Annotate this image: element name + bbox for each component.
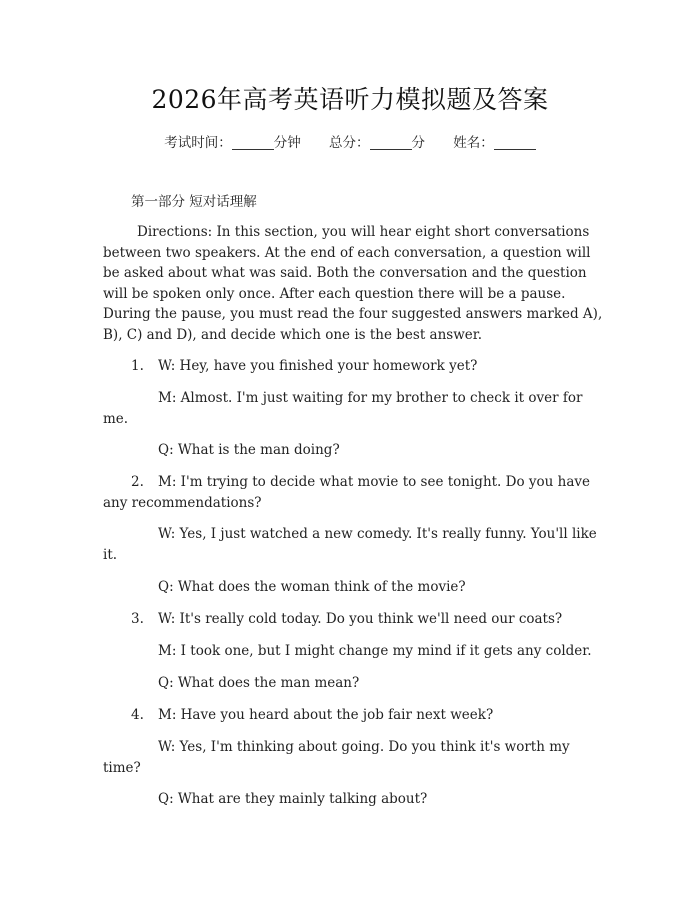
item-3-question: Q: What does the man mean? (158, 675, 360, 691)
item-4-second-speaker: W: Yes, I'm thinking about going. Do you think it's worth my time? (103, 739, 570, 776)
item-2-second-speaker: W: Yes, I just watched a new comedy. It's really funny. You'll like it. (103, 526, 597, 563)
item-2-number: 2. (131, 474, 144, 490)
section-title: 第一部分 短对话理解 (131, 194, 257, 210)
exam-name (453, 135, 536, 151)
document-title: 2026年高考英语听力模拟题及答案 (151, 85, 549, 114)
exam-time (164, 135, 301, 151)
directions-paragraph: Directions: In this section, you will hear eight short conversations between two speakers. At the end of each conversation, a question will be asked about what was said. Both the conversation and the question will be spoken only once. After each question there will be a pause. During the pause, you must read the four suggested answers marked A), B), C) and D), and decide which one is the best answer. (103, 224, 603, 343)
item-3-line (131, 609, 563, 630)
item-1-question: Q: What is the man doing? (158, 442, 340, 458)
item-number: 3. (131, 611, 144, 627)
item-2-question: Q: What does the woman think of the movie? (158, 579, 466, 595)
exam-time-label: 考试时间： (164, 135, 232, 151)
item-4-first-speaker: M: Have you heard about the job fair next week? (158, 707, 494, 723)
item-number: 4. (131, 707, 144, 723)
item-number: 1. (131, 358, 144, 374)
item-1-second-speaker: M: Almost. I'm just waiting for my brother to check it over for me. (103, 390, 583, 427)
item-2-first-speaker: M: I'm trying to decide what movie to see tonight. Do you have any recommendations? (103, 474, 590, 511)
item-4-line (131, 705, 494, 726)
item-1-first-speaker: W: Hey, have you finished your homework yet? (158, 358, 478, 374)
exam-name-blank (494, 135, 536, 150)
exam-time-unit: 分钟 (273, 135, 301, 151)
item-3-second-speaker: M: I took one, but I might change my mind if it gets any colder. (158, 643, 592, 659)
item-4-question: Q: What are they mainly talking about? (158, 791, 428, 807)
exam-score-label: 总分： (329, 135, 370, 151)
item-1-line (131, 356, 478, 377)
exam-score-unit: 分 (411, 135, 425, 151)
exam-info (0, 131, 700, 151)
exam-score (329, 135, 425, 151)
item-3-first-speaker: W: It's really cold today. Do you think we'll need our coats? (158, 611, 563, 627)
exam-name-label: 姓名： (453, 135, 494, 151)
exam-score-blank (370, 135, 412, 150)
exam-time-blank (232, 135, 274, 150)
